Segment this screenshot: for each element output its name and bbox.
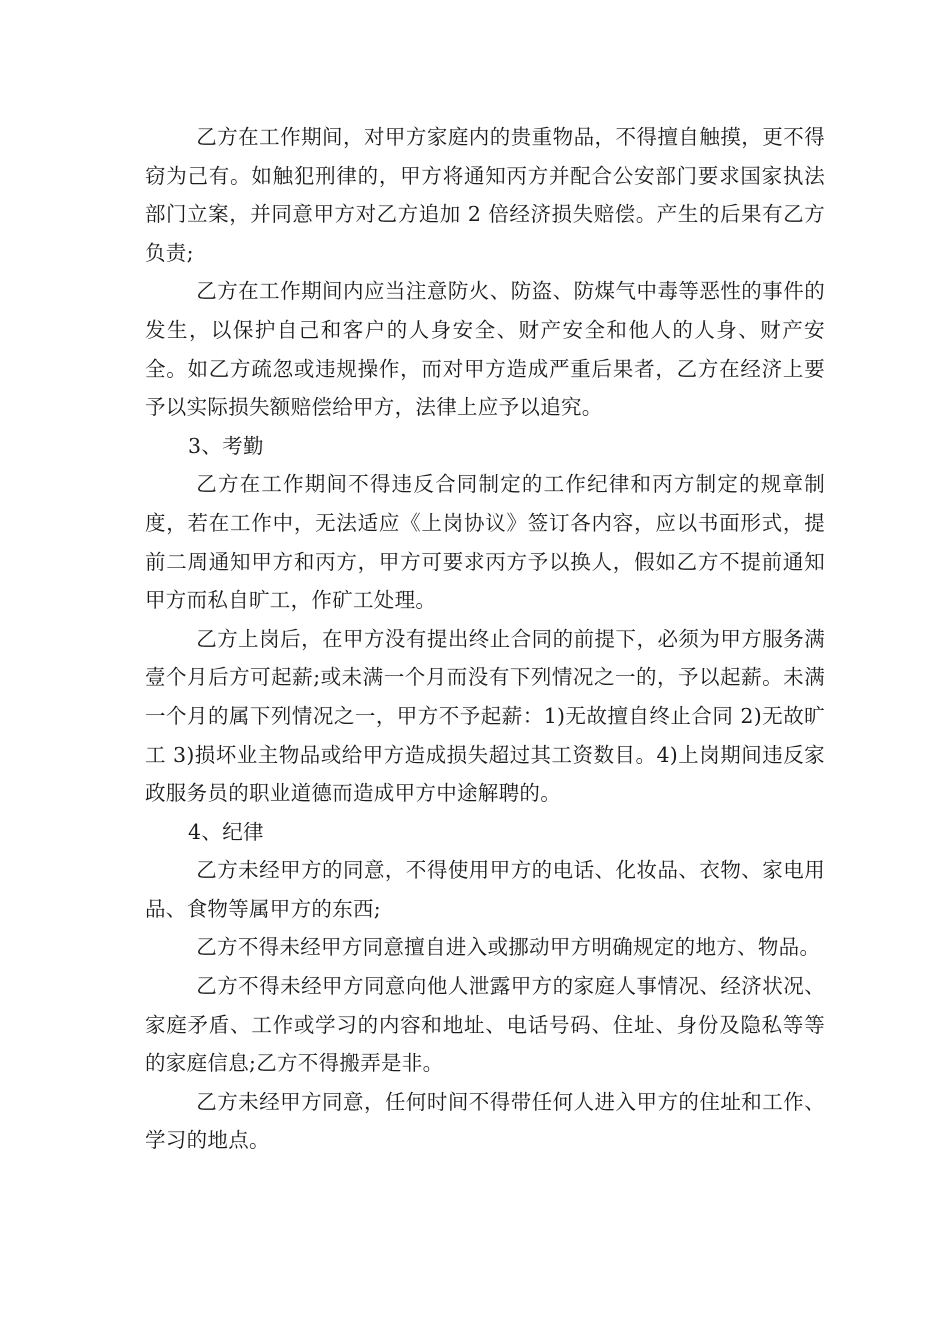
- section-heading-attendance: 3、考勤: [188, 433, 264, 458]
- paragraph-work-discipline: 乙方在工作期间不得违反合同制定的工作纪律和丙方制定的规章制度，若在工作中，无法适应《上岗协议》签订各内容，应以书面形式，提前二周通知甲方和丙方，甲方可要求丙方予以换人，假如乙方不提前通知甲方而私自旷工，作矿工处理。: [145, 472, 825, 613]
- paragraph-valuables: 乙方在工作期间，对甲方家庭内的贵重物品，不得擅自触摸，更不得窃为己有。如触犯刑律的，甲方将通知丙方并配合公安部门要求国家执法部门立案，并同意甲方对乙方追加 2 倍经济损失赔偿。产生的后果有乙方负责;: [145, 125, 825, 265]
- paragraph-salary-start: 乙方上岗后，在甲方没有提出终止合同的前提下，必须为甲方服务满壹个月后方可起薪;或未满一个月而没有下列情况之一的，予以起薪。未满一个月的属下列情况之一，甲方不予起薪：1)无故擅自终止合同 2)无故旷工 3)损坏业主物品或给甲方造成损失超过其工资数目。4)上岗期间违反家政服务员的职业道德而造成甲方中途解聘的。: [145, 626, 825, 806]
- paragraph-use-of-belongings: 乙方未经甲方的同意，不得使用甲方的电话、化妆品、衣物、家电用品、食物等属甲方的东西;: [145, 858, 825, 921]
- paragraph-privacy: 乙方不得未经甲方同意向他人泄露甲方的家庭人事情况、经济状况、家庭矛盾、工作或学习的内容和地址、电话号码、住址、身份及隐私等等的家庭信息;乙方不得搬弄是非。: [145, 974, 825, 1076]
- document-body: [145, 118, 825, 1160]
- paragraph-visitors: 乙方未经甲方同意，任何时间不得带任何人进入甲方的住址和工作、学习的地点。: [145, 1089, 825, 1153]
- section-heading-discipline: 4、纪律: [188, 819, 264, 844]
- paragraph-safety: 乙方在工作期间内应当注意防火、防盗、防煤气中毒等恶性的事件的发生，以保护自己和客户的人身安全、财产安全和他人的人身、财产安全。如乙方疏忽或违规操作，而对甲方造成严重后果者，乙方在经济上要予以实际损失额赔偿给甲方，法律上应予以追究。: [145, 279, 825, 420]
- paragraph-restricted-areas: 乙方不得未经甲方同意擅自进入或挪动甲方明确规定的地方、物品。: [196, 935, 821, 960]
